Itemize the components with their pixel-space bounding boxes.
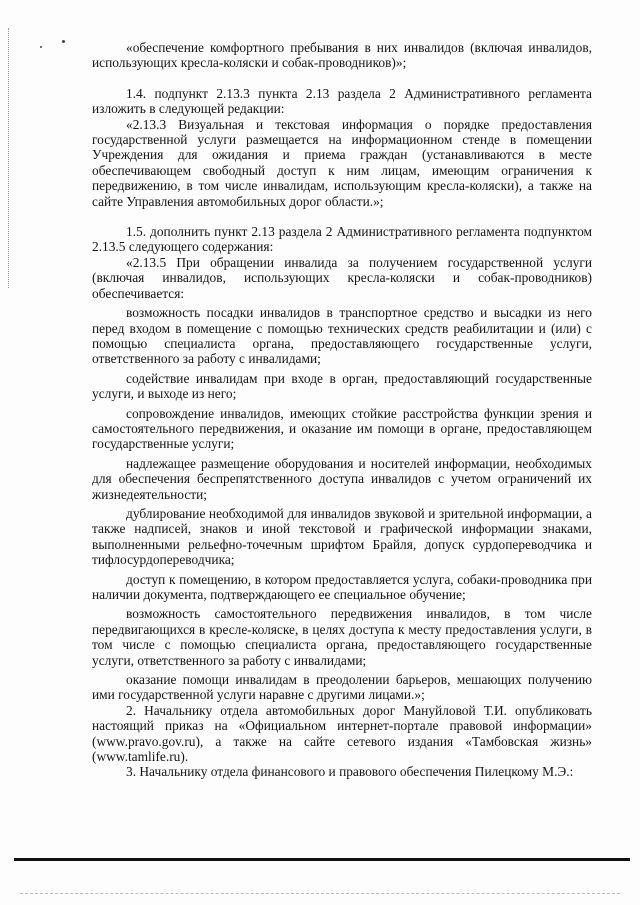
paragraph-2-13-5-intro: «2.13.5 При обращении инвалида за получением государственной услуги (включая инвалидов, использующих кресла-коляски и собак-проводников) обеспечивается: <box>92 254 592 301</box>
list-item-entry-assistance: содействие инвалидам при входе в орган, предоставляющий государственные услуги, и выходе из него; <box>92 370 592 402</box>
scan-speck <box>62 40 65 43</box>
page-bottom-rule <box>14 858 630 861</box>
list-item-duplication: дублирование необходимой для инвалидов звуковой и зрительной информации, а также надписей, знаков и иной текстовой и графической информации знаками, выполненными рельефно-точечным шрифтом Брайля, допуск сурдопереводчика и тифлосурдопереводчика; <box>92 505 592 568</box>
paragraph-1-5: 1.5. дополнить пункт 2.13 раздела 2 Административного регламента подпунктом 2.13.5 следующего содержания: <box>92 224 592 255</box>
list-item-escort: сопровождение инвалидов, имеющих стойкие расстройства функции зрения и самостоятельного передвижения, и оказание им помощи в органе, предоставляющем государственные услуги; <box>92 405 592 452</box>
list-item-barriers: оказание помощи инвалидам в преодолении барьеров, мешающих получению ими государственной услуги наравне с другими лицами.»; <box>92 672 592 703</box>
paragraph-2-publication: 2. Начальнику отдела автомобильных дорог Мануйловой Т.И. опубликовать настоящий приказ на «Официальном интернет-портале правовой информации» (www.pravo.gov.ru), а также на сайте сетевого издания «Тамбовская жизнь» (www.tamlife.ru). <box>92 702 592 765</box>
paragraph-2-13-3-text: «2.13.3 Визуальная и текстовая информация о порядке предоставления государственной услуги размещается на информационном стенде в помещении Учреждения для ожидания и приема граждан (устанавливаются в месте обеспечивающем свободный доступ к ним лицам, имеющим ограничения к передвижению, в том числе инвалидам, использующим кресла-коляски), а также на сайте Управления автомобильных дорог области.»; <box>92 116 592 209</box>
paragraph-1-4: 1.4. подпункт 2.13.3 пункта 2.13 раздела 2 Административного регламента изложить в следующей редакции: <box>92 85 592 117</box>
document-body <box>92 40 592 780</box>
list-item-boarding: возможность посадки инвалидов в транспортное средство и высадки из него перед входом в помещение с помощью технических средств реабилитации и (или) с помощью специалиста органа, предоставляющего государственные услуги, ответственного за работу с инвалидами; <box>92 305 592 367</box>
list-item-equipment: надлежащее размещение оборудования и носителей информации, необходимых для обеспечения беспрепятственного доступа инвалидов с учетом ограничений их жизнедеятельности; <box>92 455 592 502</box>
next-page-edge <box>20 893 620 896</box>
scan-speck <box>40 46 42 48</box>
list-item-movement: возможность самостоятельного передвижения инвалидов, в том числе передвигающихся в кресле-коляске, в целях доступа к месту предоставления услуги, в том числе с помощью специалиста органа, предоставляющего государственные услуги, ответственного за работу с инвалидами; <box>92 606 592 668</box>
paragraph-3-finance: 3. Начальнику отдела финансового и правового обеспечения Пилецкому М.Э.: <box>126 764 574 780</box>
paragraph-comfort-quote: «обеспечение комфортного пребывания в них инвалидов (включая инвалидов, использующих кресла-коляски и собак-проводников)»; <box>92 40 592 71</box>
margin-marks <box>8 28 12 288</box>
list-item-guide-dog: доступ к помещению, в котором предоставляется услуга, собаки-проводника при наличии документа, подтверждающего ее специальное обучение; <box>92 571 592 602</box>
